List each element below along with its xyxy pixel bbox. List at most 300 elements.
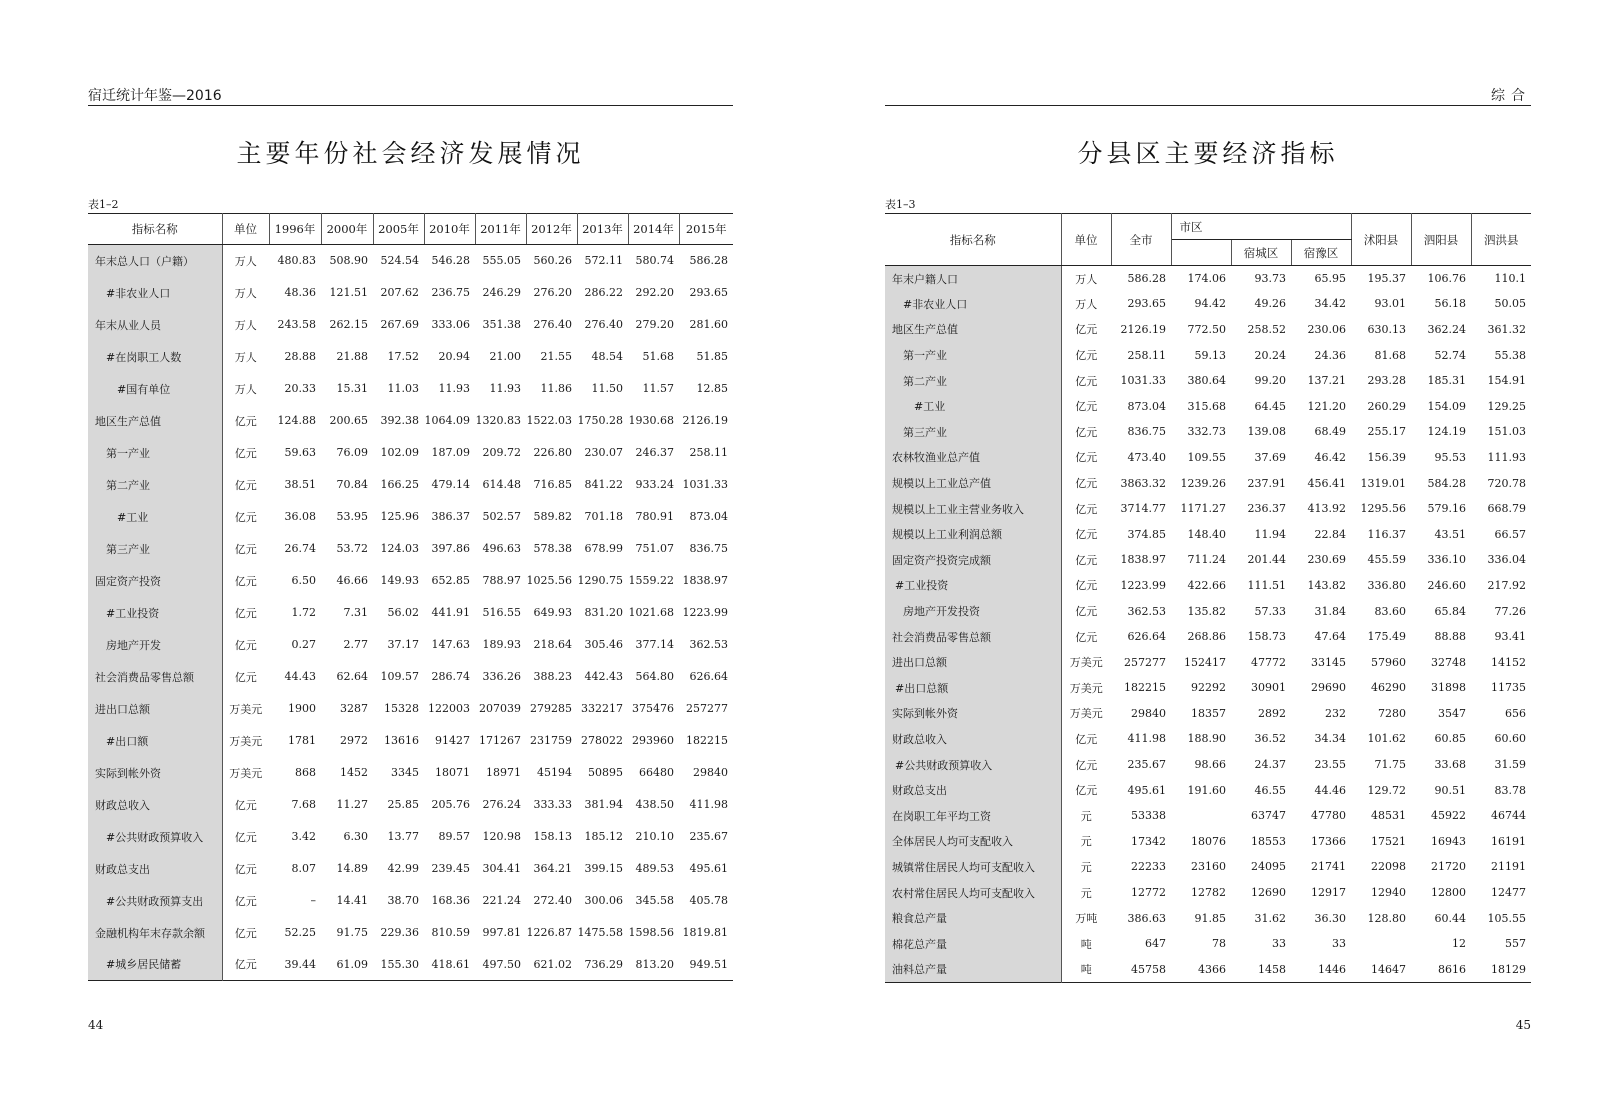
- col-header-shuyang: 沭阳县: [1351, 214, 1411, 266]
- table-row: [885, 675, 1531, 701]
- row-value-cell: 268.86: [1187, 630, 1226, 644]
- row-value-cell: 413.92: [1307, 502, 1347, 516]
- row-unit: 万人: [1075, 272, 1098, 286]
- row-indicator-name: 规模以上工业主营业务收入: [885, 496, 1061, 522]
- row-value-cell: 361.32: [1487, 322, 1527, 336]
- row-value-cell: 813.20: [635, 957, 674, 971]
- row-value-cell: 125.96: [380, 510, 419, 523]
- row-value-cell: 88.88: [1434, 630, 1467, 644]
- row-value-cell: 139.08: [1247, 425, 1286, 439]
- row-value-cell: 11.50: [591, 382, 623, 395]
- row-value-cell: 20.24: [1254, 348, 1286, 362]
- row-value-cell: 7.31: [343, 606, 368, 619]
- table-row: [885, 624, 1531, 650]
- row-value-cell: 200.65: [329, 414, 368, 427]
- table-row: [885, 726, 1531, 752]
- row-value-cell: 18553: [1251, 834, 1286, 848]
- row-indicator-name: 农村常住居民人均可支配收入: [885, 880, 1061, 906]
- col-header-city: 全市: [1111, 214, 1171, 266]
- row-value-cell: 218.64: [533, 638, 572, 651]
- row-value-cell: 232: [1325, 706, 1347, 720]
- row-value-cell: 7280: [1378, 706, 1407, 720]
- table-row: [88, 757, 733, 789]
- row-value-cell: 62.64: [336, 670, 368, 683]
- row-value-cell: 111.93: [1487, 450, 1527, 464]
- row-value-cell: 2126.19: [682, 414, 728, 427]
- row-value-cell: 1295.56: [1360, 502, 1407, 516]
- row-unit: 万美元: [229, 702, 263, 716]
- row-value-cell: 33.68: [1434, 758, 1467, 772]
- row-value-cell: 831.20: [584, 606, 623, 619]
- table-row: [88, 373, 733, 405]
- row-indicator-name: 实际到帐外资: [885, 701, 1061, 727]
- row-value-cell: 1930.68: [628, 414, 674, 427]
- row-value-cell: 151.03: [1487, 425, 1527, 439]
- row-indicator-name: 地区生产总值: [88, 405, 222, 437]
- row-value-cell: 168.36: [431, 894, 470, 907]
- row-value-cell: 578.38: [533, 542, 572, 555]
- row-value-cell: 16943: [1431, 834, 1467, 848]
- row-value-cell: 246.37: [635, 446, 674, 459]
- row-value-cell: 185.12: [584, 830, 623, 843]
- row-value-cell: 258.11: [689, 446, 728, 459]
- row-value-cell: 55.38: [1494, 348, 1527, 362]
- table-row: [885, 931, 1531, 957]
- row-value-cell: 489.53: [635, 862, 674, 875]
- row-value-cell: 187.09: [431, 446, 470, 459]
- table-row: [885, 905, 1531, 931]
- row-indicator-name: 第一产业: [885, 342, 1061, 368]
- row-value-cell: 3714.77: [1120, 502, 1166, 516]
- row-value-cell: 262.15: [329, 318, 368, 331]
- row-value-cell: 255.17: [1367, 425, 1407, 439]
- row-value-cell: 236.37: [1247, 502, 1286, 516]
- row-unit: 吨: [1080, 963, 1092, 977]
- row-value-cell: 66.57: [1494, 527, 1527, 541]
- col-header-name: 指标名称: [88, 214, 222, 245]
- row-value-cell: 810.59: [431, 926, 470, 939]
- row-value-cell: 333.06: [431, 318, 470, 331]
- row-value-cell: 22098: [1371, 860, 1407, 874]
- row-unit: 吨: [1080, 937, 1092, 951]
- row-value-cell: 12.85: [696, 382, 728, 395]
- row-value-cell: 7.68: [291, 798, 316, 811]
- row-value-cell: 12690: [1251, 886, 1286, 900]
- col-header-year: 1996年: [269, 214, 321, 245]
- row-value-cell: 14152: [1491, 655, 1527, 669]
- row-value-cell: 1900: [288, 702, 316, 715]
- row-value-cell: 656: [1505, 706, 1527, 720]
- row-value-cell: 557: [1505, 937, 1527, 951]
- page-title: 分县区主要经济指标: [1077, 139, 1339, 168]
- row-value-cell: 586.28: [689, 254, 728, 268]
- row-value-cell: 362.24: [1427, 322, 1467, 336]
- row-value-cell: 392.38: [380, 414, 419, 427]
- row-value-cell: 21.55: [540, 350, 572, 363]
- row-value-cell: 1226.87: [526, 926, 572, 939]
- row-value-cell: 276.20: [533, 286, 572, 299]
- row-value-cell: 83.60: [1374, 604, 1407, 618]
- row-value-cell: 207039: [479, 702, 521, 715]
- col-header-year: 2005年: [373, 214, 424, 245]
- row-value-cell: 111.51: [1247, 578, 1286, 592]
- row-value-cell: 388.23: [533, 670, 572, 683]
- row-value-cell: 36.08: [284, 510, 316, 523]
- row-unit: 亿元: [234, 542, 257, 556]
- row-value-cell: 65.84: [1434, 604, 1467, 618]
- table-row: [885, 496, 1531, 522]
- row-value-cell: 997.81: [482, 926, 521, 939]
- row-value-cell: 205.76: [431, 798, 470, 811]
- row-value-cell: 21191: [1491, 860, 1527, 874]
- row-value-cell: 189.93: [482, 638, 521, 651]
- row-value-cell: 336.10: [1427, 553, 1467, 567]
- row-value-cell: 2126.19: [1120, 322, 1166, 336]
- table-row: [88, 629, 733, 661]
- row-value-cell: 1475.58: [577, 926, 623, 939]
- row-value-cell: 272.40: [533, 894, 572, 907]
- row-indicator-name: 油料总产量: [885, 957, 1061, 983]
- row-value-cell: 23160: [1191, 860, 1226, 874]
- row-value-cell: 135.82: [1187, 604, 1226, 618]
- row-value-cell: 99.20: [1254, 374, 1286, 388]
- row-value-cell: 70.84: [336, 478, 368, 491]
- row-value-cell: 56.02: [387, 606, 419, 619]
- row-value-cell: 156.39: [1367, 450, 1407, 464]
- row-value-cell: 34.34: [1314, 732, 1347, 746]
- row-indicator-name: 农林牧渔业总产值: [885, 445, 1061, 471]
- row-value-cell: 1750.28: [577, 414, 623, 427]
- row-unit: 亿元: [234, 574, 257, 588]
- col-header-year: 2010年: [424, 214, 475, 245]
- row-indicator-name: #公共财政预算支出: [88, 885, 222, 917]
- row-value-cell: 17342: [1131, 834, 1166, 848]
- row-value-cell: 46.66: [336, 574, 368, 587]
- row-value-cell: 626.64: [689, 670, 728, 683]
- col-header-district: 市区: [1171, 214, 1351, 240]
- row-value-cell: 60.44: [1434, 911, 1467, 925]
- page-title: 主要年份社会经济发展情况: [236, 139, 585, 168]
- row-indicator-name: #在岗职工人数: [88, 341, 222, 373]
- row-value-cell: 230.07: [584, 446, 623, 459]
- row-indicator-name: 进出口总额: [88, 693, 222, 725]
- row-value-cell: 497.50: [482, 957, 521, 971]
- table-row: [88, 565, 733, 597]
- col-header-district-blank: [1171, 240, 1231, 266]
- col-header-year: 2013年: [577, 214, 628, 245]
- row-unit: 万人: [234, 382, 257, 396]
- row-unit: 亿元: [234, 670, 257, 684]
- row-value-cell: 11735: [1491, 681, 1527, 695]
- row-value-cell: 524.54: [380, 254, 419, 268]
- col-header-year: 2000年: [321, 214, 373, 245]
- row-value-cell: 152417: [1184, 655, 1226, 669]
- row-value-cell: 38.70: [387, 894, 419, 907]
- row-value-cell: 780.91: [635, 510, 674, 523]
- row-value-cell: 52.25: [284, 926, 316, 939]
- row-indicator-name: 固定资产投资完成额: [885, 547, 1061, 573]
- row-unit: 万人: [234, 286, 257, 300]
- row-value-cell: 1819.81: [682, 926, 728, 939]
- row-value-cell: 91.85: [1194, 911, 1226, 925]
- row-value-cell: 380.64: [1187, 374, 1226, 388]
- row-value-cell: 1064.09: [424, 414, 470, 427]
- row-value-cell: 584.28: [1427, 476, 1467, 490]
- row-value-cell: 2892: [1258, 706, 1286, 720]
- row-value-cell: 182215: [1124, 681, 1166, 695]
- row-indicator-name: 棉花总产量: [885, 931, 1061, 957]
- row-indicator-name: 年末总人口（户籍）: [88, 245, 222, 277]
- row-value-cell: 455.59: [1367, 553, 1407, 567]
- row-value-cell: 399.15: [584, 862, 623, 875]
- row-value-cell: 155.30: [380, 957, 419, 971]
- row-value-cell: 1319.01: [1360, 476, 1407, 490]
- row-value-cell: 11.27: [336, 798, 368, 811]
- row-value-cell: 235.67: [689, 830, 728, 843]
- table-row: [885, 521, 1531, 547]
- row-value-cell: 60.60: [1494, 732, 1527, 746]
- row-unit: 亿元: [1075, 553, 1098, 567]
- row-value-cell: 441.91: [431, 606, 470, 619]
- row-value-cell: 720.78: [1487, 476, 1527, 490]
- row-value-cell: 258.52: [1247, 322, 1286, 336]
- row-indicator-name: #出口额: [88, 725, 222, 757]
- row-indicator-name: 金融机构年末存款余额: [88, 917, 222, 949]
- row-value-cell: 46.42: [1314, 450, 1347, 464]
- row-value-cell: 257277: [1124, 655, 1166, 669]
- row-value-cell: 292.20: [635, 286, 674, 299]
- row-value-cell: 555.05: [482, 254, 521, 268]
- row-value-cell: 53.72: [336, 542, 368, 555]
- table-row: [88, 821, 733, 853]
- row-value-cell: 8.07: [291, 862, 316, 875]
- row-indicator-name: #工业投资: [88, 597, 222, 629]
- row-indicator-name: 社会消费品零售总额: [885, 624, 1061, 650]
- row-value-cell: 90.51: [1434, 783, 1467, 797]
- row-indicator-name: 规模以上工业总产值: [885, 470, 1061, 496]
- row-value-cell: 154.09: [1427, 399, 1467, 413]
- row-value-cell: 473.40: [1127, 450, 1166, 464]
- row-indicator-name: 第三产业: [88, 533, 222, 565]
- row-value-cell: 422.66: [1187, 578, 1226, 592]
- row-value-cell: 276.24: [482, 798, 521, 811]
- row-value-cell: 873.04: [1127, 399, 1166, 413]
- row-value-cell: 66480: [639, 766, 674, 779]
- row-value-cell: 12477: [1491, 886, 1527, 900]
- row-value-cell: 405.78: [689, 894, 728, 907]
- row-value-cell: 1290.75: [577, 574, 623, 587]
- row-value-cell: 751.07: [635, 542, 674, 555]
- table-row: [885, 854, 1531, 880]
- row-unit: 万美元: [1069, 681, 1103, 695]
- page-number: 45: [1515, 1018, 1531, 1032]
- table-row: [885, 649, 1531, 675]
- row-value-cell: 26.74: [284, 542, 316, 555]
- row-value-cell: 93.73: [1254, 272, 1286, 286]
- row-unit: 亿元: [234, 926, 257, 940]
- col-header-name: 指标名称: [885, 214, 1061, 266]
- row-value-cell: 351.38: [482, 318, 521, 331]
- table-row: [88, 917, 733, 949]
- row-value-cell: 109.55: [1187, 450, 1226, 464]
- row-indicator-name: #国有单位: [88, 373, 222, 405]
- row-indicator-name: 财政总收入: [88, 789, 222, 821]
- row-value-cell: 95.53: [1434, 450, 1467, 464]
- row-value-cell: 124.19: [1427, 425, 1467, 439]
- row-value-cell: 29840: [693, 766, 728, 779]
- row-indicator-name: 年末户籍人口: [885, 266, 1061, 292]
- row-value-cell: 52.74: [1434, 348, 1467, 362]
- row-value-cell: 98.66: [1194, 758, 1226, 772]
- row-value-cell: 3.42: [291, 830, 316, 843]
- row-value-cell: 243.58: [277, 318, 316, 331]
- row-indicator-name: 财政总支出: [885, 777, 1061, 803]
- row-unit: 亿元: [1075, 400, 1098, 414]
- row-value-cell: 479.14: [431, 478, 470, 491]
- row-value-cell: 188.90: [1187, 732, 1226, 746]
- row-value-cell: 43.51: [1434, 527, 1467, 541]
- row-value-cell: 336.80: [1367, 578, 1407, 592]
- table-row: [885, 393, 1531, 419]
- row-indicator-name: 固定资产投资: [88, 565, 222, 597]
- row-value-cell: 147.63: [431, 638, 470, 651]
- row-value-cell: 386.37: [431, 510, 470, 523]
- row-value-cell: 110.1: [1494, 272, 1527, 286]
- row-value-cell: 668.79: [1487, 502, 1527, 516]
- row-value-cell: 836.75: [689, 542, 728, 555]
- row-value-cell: 374.85: [1127, 527, 1166, 541]
- row-value-cell: 47780: [1311, 809, 1347, 823]
- row-value-cell: 2972: [340, 734, 368, 747]
- row-unit: 万人: [234, 350, 257, 364]
- row-value-cell: 332.73: [1187, 425, 1226, 439]
- table-row: [885, 342, 1531, 368]
- row-value-cell: 124.03: [380, 542, 419, 555]
- row-value-cell: 1223.99: [682, 606, 728, 619]
- row-value-cell: 12940: [1371, 886, 1407, 900]
- row-value-cell: 12782: [1191, 886, 1226, 900]
- row-value-cell: 1171.27: [1180, 502, 1226, 516]
- row-value-cell: 56.18: [1434, 297, 1467, 311]
- col-header-siyang: 泗阳县: [1411, 214, 1471, 266]
- row-value-cell: 209.72: [482, 446, 521, 459]
- row-indicator-name: 地区生产总值: [885, 317, 1061, 343]
- row-value-cell: 46.55: [1254, 783, 1286, 797]
- row-value-cell: 36.30: [1314, 911, 1347, 925]
- row-value-cell: 121.20: [1307, 399, 1347, 413]
- table-row: [88, 501, 733, 533]
- row-value-cell: 191.60: [1187, 783, 1226, 797]
- row-value-cell: 237.91: [1247, 476, 1286, 490]
- row-value-cell: 13616: [384, 734, 419, 747]
- row-value-cell: 31.62: [1254, 911, 1286, 925]
- row-value-cell: 496.63: [482, 542, 521, 555]
- row-value-cell: 235.67: [1127, 758, 1166, 772]
- row-value-cell: 78: [1212, 937, 1226, 951]
- table-row: [88, 469, 733, 501]
- table-row: [885, 317, 1531, 343]
- row-unit: 元: [1080, 886, 1092, 900]
- row-value-cell: 438.50: [635, 798, 674, 811]
- row-value-cell: 15328: [384, 702, 419, 715]
- row-value-cell: 293960: [632, 734, 674, 747]
- row-value-cell: 418.61: [431, 957, 470, 971]
- row-value-cell: 14.89: [336, 862, 368, 875]
- row-value-cell: 260.29: [1367, 399, 1407, 413]
- table-row: [885, 803, 1531, 829]
- row-indicator-name: #工业投资: [885, 573, 1061, 599]
- table-row: [88, 533, 733, 565]
- row-value-cell: 33145: [1311, 655, 1347, 669]
- row-value-cell: 411.98: [689, 798, 728, 811]
- row-value-cell: 31.59: [1494, 758, 1527, 772]
- row-value-cell: 11.86: [540, 382, 572, 395]
- row-indicator-name: 社会消费品零售总额: [88, 661, 222, 693]
- row-value-cell: 50.05: [1494, 297, 1527, 311]
- row-value-cell: 276.40: [584, 318, 623, 331]
- col-header-sihong: 泗洪县: [1471, 214, 1531, 266]
- row-value-cell: 649.93: [533, 606, 572, 619]
- row-value-cell: 2.77: [343, 638, 368, 651]
- row-indicator-name: #非农业人口: [885, 291, 1061, 317]
- row-value-cell: 258.11: [1127, 348, 1166, 362]
- row-value-cell: 28.88: [284, 350, 316, 363]
- row-value-cell: 91.75: [336, 926, 368, 939]
- row-value-cell: 375476: [632, 702, 674, 715]
- row-value-cell: 185.31: [1427, 374, 1467, 388]
- row-value-cell: 362.53: [1127, 604, 1166, 618]
- row-value-cell: 572.11: [584, 254, 623, 268]
- row-value-cell: 48.36: [284, 286, 316, 299]
- row-value-cell: 50895: [588, 766, 623, 779]
- row-value-cell: 20.94: [438, 350, 470, 363]
- row-value-cell: 47.64: [1314, 630, 1347, 644]
- row-value-cell: 46744: [1491, 809, 1527, 823]
- row-value-cell: 34.42: [1314, 297, 1347, 311]
- row-value-cell: 51.68: [642, 350, 674, 363]
- row-value-cell: 25.85: [387, 798, 419, 811]
- row-value-cell: 716.85: [533, 478, 572, 491]
- row-value-cell: 1031.33: [682, 478, 728, 491]
- row-unit: 亿元: [1075, 374, 1098, 388]
- col-header-year: 2011年: [475, 214, 526, 245]
- row-value-cell: 772.50: [1187, 322, 1226, 336]
- row-value-cell: 332217: [581, 702, 623, 715]
- table-row: [88, 725, 733, 757]
- row-value-cell: 18357: [1191, 706, 1226, 720]
- row-value-cell: 788.97: [482, 574, 521, 587]
- row-unit: 亿元: [1075, 477, 1098, 491]
- row-value-cell: 1838.97: [1120, 553, 1166, 567]
- row-value-cell: 128.80: [1367, 911, 1407, 925]
- row-value-cell: 51.85: [696, 350, 728, 363]
- row-value-cell: 210.10: [635, 830, 674, 843]
- row-value-cell: 257277: [686, 702, 728, 715]
- col-header-unit: 单位: [1061, 214, 1111, 266]
- row-value-cell: 60.85: [1434, 732, 1467, 746]
- table-row: [885, 368, 1531, 394]
- row-value-cell: 21.88: [336, 350, 368, 363]
- table-row: [885, 829, 1531, 855]
- row-value-cell: 12800: [1431, 886, 1467, 900]
- row-value-cell: 546.28: [431, 254, 470, 268]
- row-value-cell: 336.04: [1487, 553, 1527, 567]
- row-indicator-name: 第二产业: [885, 368, 1061, 394]
- row-value-cell: 17.52: [387, 350, 419, 363]
- col-header-year: 2015年: [679, 214, 733, 245]
- row-value-cell: 1239.26: [1180, 476, 1226, 490]
- row-value-cell: 93.01: [1374, 297, 1407, 311]
